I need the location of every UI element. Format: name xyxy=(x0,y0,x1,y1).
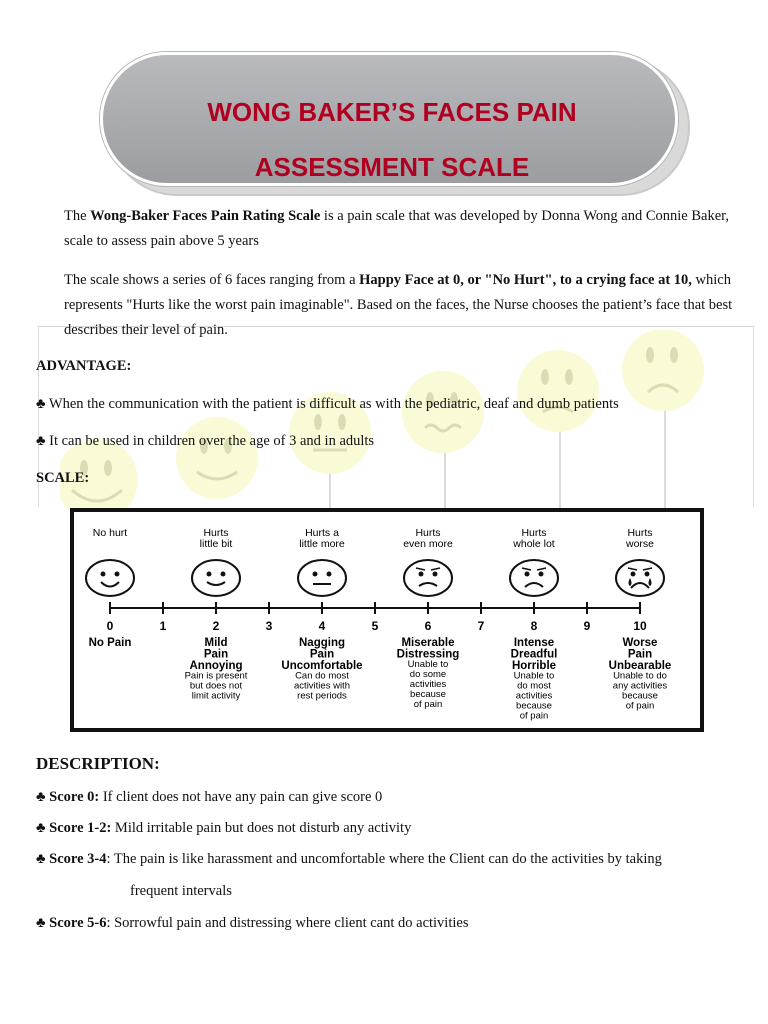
advantage-heading: ADVANTAGE: xyxy=(36,358,132,374)
level-2-line-1: Pain xyxy=(309,648,335,661)
description-heading: DESCRIPTION: xyxy=(36,754,160,773)
bullet: ♣ xyxy=(36,851,50,867)
bullet: ♣ xyxy=(36,789,50,805)
face-eye-left-1 xyxy=(207,572,212,577)
level-1-desc-1: but does not xyxy=(189,680,243,692)
banner-pill xyxy=(100,52,678,186)
title-line-2: ASSESSMENT SCALE xyxy=(254,152,530,182)
face-eye-right-4 xyxy=(539,572,544,577)
tick-label-9: 9 xyxy=(583,619,591,633)
face-eye-right-1 xyxy=(221,572,226,577)
level-5-line-1: Pain xyxy=(627,648,653,661)
face-label-bottom-5: worse xyxy=(625,538,655,550)
faded-faces-illustration xyxy=(60,330,760,520)
level-3-desc-2: activities xyxy=(409,679,447,690)
face-5 xyxy=(616,560,664,596)
level-3-line-0: Miserable xyxy=(401,637,455,649)
face-eye-left-4 xyxy=(525,572,530,577)
description-item-2 xyxy=(36,820,411,837)
level-4-desc-4: of pain xyxy=(519,710,549,722)
face-label-bottom-3: even more xyxy=(403,538,453,550)
face-label-top-2: Hurts a xyxy=(305,527,339,539)
tick-label-7: 7 xyxy=(477,619,485,633)
score-label: Score 5-6 xyxy=(49,915,107,931)
level-4-desc-3: because xyxy=(516,700,552,712)
p1-bold: Wong-Baker Faces Pain Rating Scale xyxy=(90,208,321,224)
level-2-line-2: Uncomfortable xyxy=(281,660,363,672)
level-1-line-1: Pain xyxy=(203,648,229,661)
level-5-desc-1: any activities xyxy=(612,680,668,692)
tick-label-10: 10 xyxy=(633,619,647,633)
face-2 xyxy=(298,560,346,596)
face-label-top-3: Hurts xyxy=(415,527,441,539)
scale-heading: SCALE: xyxy=(36,470,90,486)
level-5-desc-0: Unable to do xyxy=(613,670,667,682)
p1-pre: The xyxy=(64,208,91,224)
face-eye-left-0 xyxy=(101,572,106,577)
intro-paragraph-2 xyxy=(36,268,736,343)
score-label: Score 3-4 xyxy=(49,851,107,867)
level-5-desc-2: because xyxy=(622,690,658,702)
face-eye-left-2 xyxy=(313,572,318,577)
score-text: Mild irritable pain but does not disturb any activity xyxy=(111,820,412,836)
bullet: ♣ xyxy=(36,915,50,931)
level-4-desc-2: activities xyxy=(515,690,553,702)
level-0-line-0: No Pain xyxy=(88,637,132,649)
score-label: Score 1-2: xyxy=(49,820,112,836)
description-item-4 xyxy=(36,915,468,932)
title-banner xyxy=(100,52,686,192)
face-eye-left-3 xyxy=(419,572,424,577)
face-label-top-4: Hurts xyxy=(521,527,547,539)
face-label-top-1: Hurts xyxy=(203,527,229,539)
level-2-desc-0: Can do most xyxy=(295,670,349,682)
tick-label-0: 0 xyxy=(106,619,114,633)
level-2-desc-1: activities with xyxy=(294,680,350,692)
bullet: ♣ xyxy=(36,820,50,836)
face-3 xyxy=(404,560,452,596)
p2-post: which represents "Hurts like the worst pain imaginable". Based on the faces, the Nurse chooses the patient’s face that best describes their level of pain. xyxy=(64,272,733,338)
title-line-1: WONG BAKER’S FACES PAIN xyxy=(207,97,577,127)
tick-label-5: 5 xyxy=(371,619,379,633)
face-eye-right-2 xyxy=(327,572,332,577)
face-label-top-0: No hurt xyxy=(92,527,128,539)
tick-label-4: 4 xyxy=(318,619,326,633)
p2-pre: The scale shows a series of 6 faces ranging from a xyxy=(64,272,360,288)
tick-label-1: 1 xyxy=(159,619,167,633)
level-1-line-0: Mild xyxy=(204,637,228,649)
score-text: : The pain is like harassment and uncomfortable where the Client can do the activities by taking xyxy=(106,851,662,867)
level-3-desc-4: of pain xyxy=(413,699,443,710)
level-1-line-2: Annoying xyxy=(189,660,243,672)
face-label-top-5: Hurts xyxy=(627,527,653,539)
level-4-line-2: Horrible xyxy=(511,660,557,672)
pain-scale-chart xyxy=(70,508,704,732)
level-3-desc-3: because xyxy=(410,689,446,700)
tick-label-8: 8 xyxy=(530,619,538,633)
level-4-line-1: Dreadful xyxy=(510,648,558,661)
face-1 xyxy=(192,560,240,596)
level-3-desc-0: Unable to xyxy=(407,659,449,670)
face-label-bottom-4: whole lot xyxy=(513,538,555,550)
tick-label-6: 6 xyxy=(424,619,432,633)
level-4-line-0: Intense xyxy=(513,637,555,649)
description-item-1 xyxy=(36,789,382,806)
score-text: If client does not have any pain can give score 0 xyxy=(99,789,383,805)
level-2-line-0: Nagging xyxy=(299,637,345,649)
p1-post: is a pain scale that was developed by Donna Wong and Connie Baker, scale to assess pain above 5 years xyxy=(64,208,730,249)
face-4 xyxy=(510,560,558,596)
level-3-line-1: Distressing xyxy=(396,648,460,661)
face-0 xyxy=(86,560,134,596)
face-label-bottom-1: little bit xyxy=(199,538,233,550)
level-3-desc-1: do some xyxy=(409,669,447,680)
advantage-item-1: ♣ When the communication with the patient is difficult as with the pediatric, deaf and dumb patients xyxy=(36,396,619,412)
level-1-desc-2: limit activity xyxy=(191,690,241,702)
description-item-3-continuation: frequent intervals xyxy=(130,883,232,899)
tick-label-3: 3 xyxy=(265,619,273,633)
page-title xyxy=(103,85,681,195)
pain-scale-svg xyxy=(74,512,700,728)
intro-paragraph-1 xyxy=(36,204,736,254)
description-item-3 xyxy=(36,851,662,868)
face-eye-right-0 xyxy=(115,572,120,577)
score-text: : Sorrowful pain and distressing where client cant do activities xyxy=(106,915,469,931)
p2-bold: Happy Face at 0, or "No Hurt", to a crying face at 10, xyxy=(359,272,692,288)
level-5-line-2: Unbearable xyxy=(608,660,672,672)
level-1-desc-0: Pain is present xyxy=(184,670,248,682)
level-2-desc-2: rest periods xyxy=(297,690,347,702)
face-label-bottom-2: little more xyxy=(299,538,345,550)
face-eye-right-3 xyxy=(433,572,438,577)
level-5-desc-3: of pain xyxy=(625,700,655,712)
face-eye-right-5 xyxy=(645,572,650,577)
score-label: Score 0: xyxy=(49,789,100,805)
level-4-desc-1: do most xyxy=(517,680,551,692)
level-4-desc-0: Unable to xyxy=(513,670,555,682)
tick-label-2: 2 xyxy=(212,619,220,633)
advantage-item-2: ♣ It can be used in children over the age of 3 and in adults xyxy=(36,433,375,449)
level-5-line-0: Worse xyxy=(622,637,658,649)
face-eye-left-5 xyxy=(631,572,636,577)
